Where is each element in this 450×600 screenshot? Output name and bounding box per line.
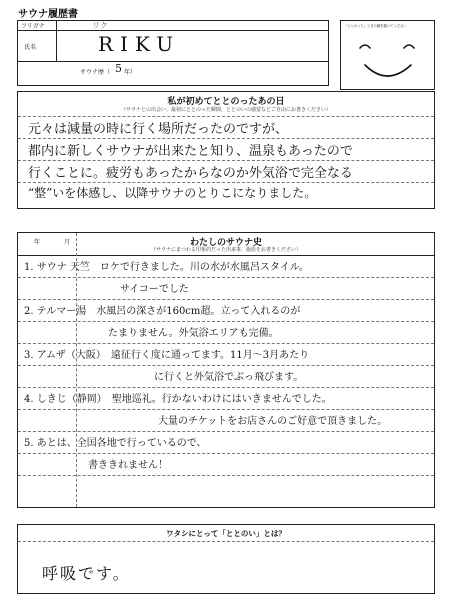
history-entry-3-line-2: に行くと外気浴でぶっ飛びます。 [154,372,304,383]
sauna-years-value: 5 [115,62,122,75]
face-drawing-box [340,20,435,90]
history-entry-2-line-2: たまりません。外気浴エリアも完備。 [108,328,279,339]
history-title: わたしのサウナ史 [189,238,262,248]
first-time-line-3: 行くことに。疲労もあったからなのか外気浴で完全なる [28,166,353,181]
furigana-label: フリガナ [21,23,45,30]
first-time-title: 私が初めてととのったあの日 [167,97,285,107]
smiley-face-icon [341,21,436,91]
first-time-line-2: 都内に新しくサウナが出来たと知り、温泉もあったので [28,144,353,159]
totonoi-question: ワタシにとって「ととのい」とは？ [166,529,286,538]
history-entry-4-line-1: 4. しきじ（静岡） 聖地巡礼。行かないわけにはいきませんでした。 [24,394,332,405]
first-time-line-4: “整”いを体感し、以降サウナのとりこになりました。 [28,186,317,200]
totonoi-section [17,524,435,594]
first-time-section [17,91,435,209]
first-time-line-1: 元々は減量の時に行く場所だったのですが、 [28,122,289,137]
name-label: 氏名 [24,44,37,51]
history-entry-5-line-2: 書ききれません！ [88,460,168,471]
history-entry-5-line-1: 5. あとは、全国各地で行っているので、 [24,438,207,449]
history-subtitle: （サウナにまつわる印象的だった出来事、施設をお書きください） [150,247,301,253]
history-entry-4-line-2: 大量のチケットをお店さんのご好意で頂きました。 [158,416,388,427]
sauna-years-label: サウナ歴（ [80,69,111,76]
history-entry-1-line-1: 1. サウナ 天竺 ロケで行きました。川の水が水風呂スタイル。 [24,262,309,273]
document-title: サウナ履歴書 [18,9,78,20]
history-entry-3-line-1: 3. アムザ（大阪） 遠征行く度に通ってます。11月〜3月あたり [24,350,310,361]
face-box-caption: 「ととのった」ときの顔を描いてください [344,24,407,28]
first-time-subtitle: （サウナとの出会い、最初にととのった瞬間、ととのいの感覚などご自由にお書きください） [121,107,331,113]
history-entry-2-line-1: 2. テルマー湯 水風呂の深さが160cm超。立って入れるのが [24,306,301,317]
history-col-year: 年 [34,239,41,246]
sauna-years-suffix: 年） [124,69,137,76]
history-entry-1-line-2: サイコーでした [120,284,189,295]
furigana-value: リク [92,21,108,30]
totonoi-answer: 呼吸です。 [42,564,131,583]
sauna-history-section [17,232,435,508]
name-value: RIKU [98,32,181,56]
history-col-month: 月 [64,239,71,246]
